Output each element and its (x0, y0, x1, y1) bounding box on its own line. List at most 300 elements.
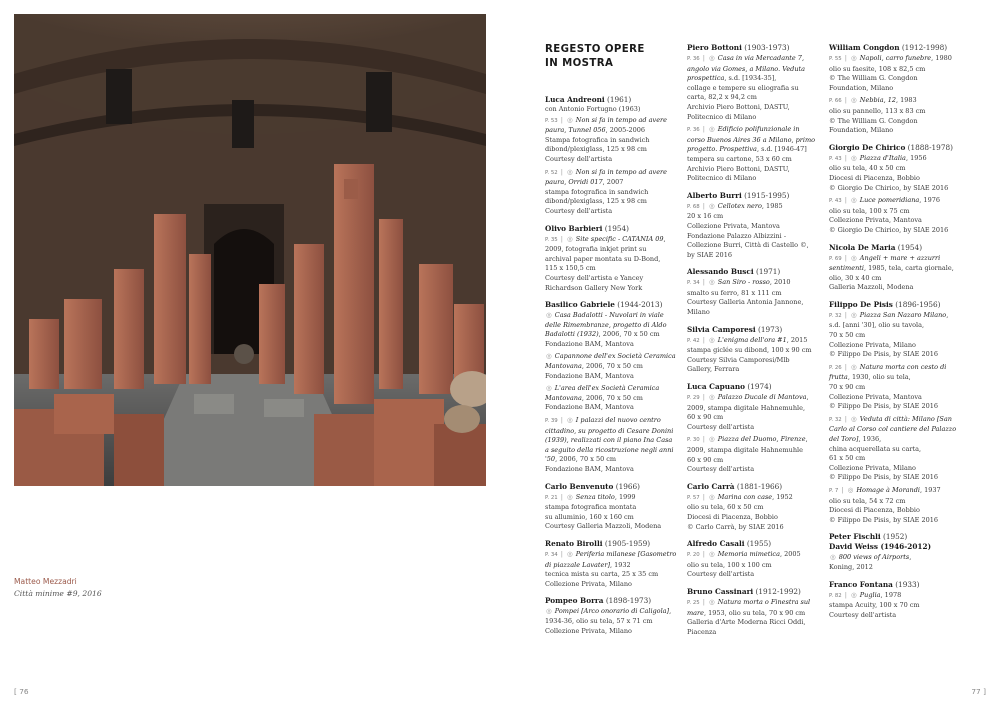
artist-name: Alberto Burri (687, 190, 742, 200)
page-ref: P. 82 (829, 592, 842, 599)
work-detail: , 1953, olio su tela, 70 x 90 cm (704, 608, 806, 617)
page-ref: P. 35 (545, 236, 558, 243)
artist-line (687, 267, 819, 277)
artist-name: Nicola De Maria (829, 242, 896, 252)
catalog-entry (829, 532, 961, 572)
work-detail: , 1999 (614, 492, 636, 501)
separator: | (700, 54, 708, 62)
circled-dot-icon: ◎ (709, 435, 717, 444)
circled-dot-icon: ◎ (709, 550, 717, 559)
circled-dot-icon: ◎ (546, 352, 554, 361)
circled-dot-icon: ◎ (546, 607, 554, 616)
work-detail: 2009, stampa digitale Hahnemuhle, (687, 403, 806, 412)
work-detail: olio su pannello, 113 x 83 cm (829, 106, 926, 115)
photo-caption (14, 577, 102, 602)
artist-name: Luca Capuano (687, 382, 745, 392)
work-detail: Collezione Privata, Mantova (829, 392, 922, 401)
work-title: 800 views of Airports (838, 553, 910, 562)
circled-dot-icon: ◎ (709, 492, 717, 501)
artist-dates: (1888-1978) (907, 142, 953, 152)
work-detail: © Carlo Carrà, by SIAE 2016 (687, 522, 784, 531)
work-detail: Collezione Privata, Milano (545, 579, 632, 588)
circled-dot-icon: ◎ (830, 553, 838, 562)
catalog-entry (829, 243, 961, 293)
work-detail: , s.d. [1946-47] (756, 145, 807, 154)
artist-dates: (1954) (897, 242, 923, 252)
work-detail: , 1978 (880, 590, 902, 599)
work-detail: Collezione Burri, Città di Castello ©, (687, 241, 809, 250)
artist-dates: (1971) (755, 267, 781, 277)
work-detail: Milano (687, 308, 710, 317)
work-detail: Collezione Privata, Mantova (687, 221, 780, 230)
artist-dates: (1973) (758, 324, 783, 334)
work-title: I palazzi del nuovo centro cittadino, su progetto di Cesare Donini (1939), realizzati con il piano Ina Casa a seguito della ricostruzione negli anni '50 (545, 416, 674, 464)
page-ref: P. 29 (687, 395, 700, 402)
separator: | (842, 54, 850, 62)
work-item (545, 550, 677, 589)
work-detail: stampa fotografica in sandwich (545, 187, 649, 196)
circled-dot-icon: ◎ (709, 278, 717, 287)
artist-line (829, 532, 961, 542)
artist-dates: (1944-2013) (617, 300, 663, 310)
artist-line (545, 224, 677, 234)
work-title: Piazza del Duomo, Firenze (717, 435, 806, 444)
work-detail: , 1976 (919, 196, 940, 205)
circled-dot-icon: ◎ (851, 590, 859, 599)
work-detail: © The William G. Congdon (829, 74, 918, 83)
section-title-line: REGESTO OPERE (545, 44, 645, 55)
work-item (687, 278, 819, 317)
circled-dot-icon: ◎ (709, 597, 717, 606)
artist-name: Luca Andreoni (545, 95, 605, 104)
artist-name: Olivo Barbieri (545, 223, 603, 233)
artist-line (545, 95, 677, 105)
work-detail: smalto su ferro, 81 x 111 cm (687, 288, 782, 297)
work-item (829, 54, 961, 93)
circled-dot-icon: ◎ (709, 54, 717, 62)
work-item (829, 553, 961, 572)
work-detail: Fondazione BAM, Mantova (545, 403, 634, 412)
artist-dates: (1961) (606, 95, 632, 104)
work-title: Non si fa in tempo ad avere paura, Orridi 017 (545, 167, 668, 187)
page-ref: P. 52 (545, 169, 558, 176)
artist-dates: (1898-1973) (605, 596, 652, 606)
work-detail: , (806, 393, 809, 402)
work-item (545, 416, 677, 475)
circled-dot-icon: ◎ (847, 485, 856, 494)
separator: | (700, 335, 708, 344)
catalog-entry (829, 300, 961, 525)
work-detail: , 2006, 70 x 50 cm (581, 393, 643, 402)
work-item (829, 254, 961, 293)
separator: | (558, 234, 566, 243)
work-item (545, 116, 677, 165)
work-detail: Galleria d'Arte Moderna Ricci Oddi, (687, 618, 806, 627)
work-title: L'enigma dell'ora #1 (717, 335, 787, 344)
page-ref: P. 39 (545, 418, 558, 425)
artist-line (687, 539, 819, 549)
work-detail: © Filippo De Pisis, by SIAE 2016 (829, 402, 939, 411)
artist-dates: (1955) (746, 539, 772, 549)
work-title: Capannone dell'ex Società Ceramica Mantovana (545, 352, 676, 371)
page-ref: P. 26 (829, 364, 842, 371)
work-title: Luce pomeridiana (859, 196, 920, 205)
work-detail: Archivio Piero Bottoni, DASTU, (687, 102, 790, 111)
work-detail: Courtesy dell'artista (687, 465, 755, 474)
work-detail: dibond/plexiglass, 125 x 98 cm (545, 145, 647, 154)
page-ref: P. 34 (545, 551, 558, 558)
separator: | (842, 590, 850, 599)
work-detail: Galleria Mazzoli, Modena (829, 283, 914, 292)
artist-line (545, 539, 677, 549)
separator: | (700, 125, 708, 134)
work-item (545, 168, 677, 217)
work-detail: , (669, 607, 672, 616)
separator: | (700, 597, 708, 606)
work-title: Homage à Morandi (856, 485, 920, 494)
artist-dates: (1966) (615, 481, 640, 491)
work-detail: olio su tela, 100 x 75 cm (829, 206, 910, 215)
circled-dot-icon: ◎ (851, 414, 859, 423)
work-detail: , 2006, 70 x 50 cm (581, 362, 643, 371)
artist-name: Carlo Benvenuto (545, 481, 614, 491)
artist-name: Renato Birolli (545, 538, 603, 548)
work-detail: , 2010 (769, 278, 791, 287)
catalog-entry (545, 539, 677, 589)
work-detail: Collezione Privata, Milano (829, 340, 916, 349)
artist-name: Filippo De Pisis (829, 299, 893, 309)
separator: | (842, 310, 850, 319)
work-detail: 1934-36, olio su tela, 57 x 71 cm (545, 616, 653, 625)
circled-dot-icon: ◎ (567, 234, 575, 243)
work-detail: 70 x 90 cm (829, 383, 866, 392)
work-detail: s.d. [anni '30], olio su tavola, (829, 321, 925, 330)
separator: | (842, 196, 850, 205)
work-item (687, 435, 819, 474)
page-ref: P. 68 (687, 203, 700, 210)
artist-line (829, 43, 961, 53)
work-item (687, 336, 819, 375)
circled-dot-icon: ◎ (851, 96, 859, 105)
work-detail: , 2009, fotografia inkjet print su (545, 234, 666, 254)
work-detail: Courtesy dell'artista e Yancey (545, 273, 644, 282)
city-miniature-image (14, 14, 486, 486)
work-detail: tempera su cartone, 53 x 60 cm (687, 154, 792, 163)
work-detail: 70 x 50 cm (829, 331, 866, 340)
work-item (829, 415, 961, 483)
artist-name: Alfredo Casali (687, 539, 745, 549)
artist-name: Basilico Gabriele (545, 300, 615, 310)
page-ref: P. 43 (829, 198, 842, 205)
artist-dates: (1881-1966) (736, 481, 783, 491)
work-item (545, 493, 677, 532)
artist-line (545, 300, 677, 310)
work-item (687, 125, 819, 184)
artist-name: Bruno Cassinari (687, 586, 754, 596)
page-ref: P. 25 (687, 599, 700, 606)
work-detail: 20 x 16 cm (687, 212, 724, 221)
artist-dates: (1915-1995) (744, 190, 790, 200)
separator: | (700, 550, 708, 559)
artist-name: Alessando Busci (687, 267, 754, 277)
work-detail: Piacenza (687, 627, 717, 636)
work-detail: , 2005-2006 (605, 126, 646, 135)
circled-dot-icon: ◎ (851, 253, 859, 262)
work-detail: , (946, 310, 949, 319)
work-detail: Gallery, Ferrara (687, 365, 740, 374)
work-detail: © Giorgio De Chirico, by SIAE 2016 (829, 183, 949, 192)
page-ref: P. 43 (829, 155, 842, 162)
work-detail: Courtesy dell'artista (829, 610, 897, 619)
circled-dot-icon: ◎ (567, 115, 575, 124)
work-detail: Foundation, Milano (829, 126, 894, 135)
work-title: Natura morta con cesto di frutta (829, 362, 947, 382)
catalog-entry (687, 482, 819, 532)
catalog-entry (687, 325, 819, 375)
circled-dot-icon: ◎ (851, 310, 859, 319)
separator: | (700, 435, 708, 444)
work-title: San Siro - rosso (717, 278, 770, 287)
artist-line (687, 382, 819, 392)
work-item (687, 54, 819, 122)
page-ref: P. 34 (687, 280, 700, 287)
work-item (687, 493, 819, 532)
catalog-entry (687, 43, 819, 184)
circled-dot-icon: ◎ (709, 125, 717, 134)
work-title: Veduta di città: Milano [San Carlo al Corso col cantiere del Palazzo del Toro] (829, 414, 957, 443)
circled-dot-icon: ◎ (851, 362, 859, 371)
separator: | (558, 549, 566, 558)
work-title: L'area dell'ex Società Ceramica Mantovana (545, 384, 660, 402)
work-item (545, 311, 677, 349)
circled-dot-icon: ◎ (851, 153, 859, 162)
catalog-entry (687, 539, 819, 580)
work-detail: Diocesi di Piacenza, Bobbio (829, 173, 920, 182)
work-detail: Fondazione BAM, Mantova (545, 371, 634, 380)
artist-dates: (1912-1992) (755, 586, 801, 596)
catalog-entry (545, 224, 677, 294)
work-title: Non si fa in tempo ad avere paura, Tunnel 056 (545, 115, 668, 135)
artist-line (545, 596, 677, 606)
work-detail: Archivio Piero Bottoni, DASTU, (687, 164, 790, 173)
work-detail: Politecnico di Milano (687, 174, 757, 183)
work-detail: , 1980 (931, 54, 952, 62)
work-item (829, 591, 961, 621)
work-detail: china acquerellata su carta, (829, 444, 922, 453)
circled-dot-icon: ◎ (709, 335, 717, 344)
work-detail: 2009, stampa digitale Hahnemuhle (687, 446, 803, 454)
work-detail: su alluminio, 160 x 160 cm (545, 512, 634, 521)
artist-line (687, 43, 819, 53)
work-title: Puglia (859, 590, 881, 599)
work-detail: tecnica mista su carta, 25 x 35 cm (545, 570, 659, 579)
page-ref: P. 53 (545, 117, 558, 124)
separator: | (700, 278, 708, 287)
catalog-entry (829, 580, 961, 621)
work-detail: stampa fotografica montata (545, 503, 637, 512)
work-item (829, 96, 961, 135)
artist-name: Piero Bottoni (687, 43, 742, 52)
circled-dot-icon: ◎ (546, 311, 554, 320)
work-detail: by SIAE 2016 (687, 250, 732, 259)
separator: | (700, 201, 708, 210)
artist-line (829, 143, 961, 153)
separator: | (842, 253, 850, 262)
work-detail: , (909, 553, 912, 562)
artist-name: Silvia Camporesi (687, 324, 756, 334)
work-title: Palazzo Ducale di Mantova (717, 393, 807, 402)
page-ref: P. 7 (829, 487, 839, 494)
work-detail: stampa giclée su dibond, 100 x 90 cm (687, 346, 812, 355)
separator: | (842, 362, 850, 371)
work-detail: Fondazione Palazzo Albizzini - (687, 231, 787, 240)
work-detail: Richardson Gallery New York (545, 283, 643, 292)
artist-line (829, 580, 961, 590)
circled-dot-icon: ◎ (567, 549, 575, 558)
catalog-entry (545, 596, 677, 636)
artist-note: con Antonio Fortugno (1963) (545, 105, 641, 113)
artist-name: Carlo Carrà (687, 481, 735, 491)
circled-dot-icon: ◎ (851, 196, 859, 205)
page-ref: P. 36 (687, 56, 700, 62)
work-item (829, 196, 961, 235)
work-title: Periferia milanese [Gasometro di piazzale Lavater] (545, 549, 677, 569)
work-detail: olio su tela, 100 x 100 cm (687, 560, 772, 569)
circled-dot-icon: ◎ (567, 167, 575, 176)
page-ref: P. 30 (687, 437, 700, 444)
work-detail: carta, 82,2 x 94,2 cm (687, 93, 757, 102)
artist-name: Giorgio De Chirico (829, 142, 906, 152)
work-detail: , 2006, 70 x 50 cm (598, 330, 660, 339)
work-detail: Courtesy Galleria Mazzoli, Modena (545, 522, 662, 531)
artist-name: Pompeo Borra (545, 596, 604, 606)
work-item (545, 235, 677, 294)
work-title: Napoli, carro funebre (859, 54, 932, 62)
separator: | (842, 414, 850, 423)
page-number-left: [ 76 (14, 687, 29, 696)
work-detail: Courtesy Galleria Antonia Jannone, (687, 298, 804, 307)
work-detail: Koning, 2012 (829, 562, 873, 571)
work-detail: stampa Acuity, 100 x 70 cm (829, 601, 920, 610)
work-detail: olio su tela, 54 x 72 cm (829, 496, 906, 505)
artwork-photo (14, 14, 486, 486)
separator: | (558, 416, 566, 425)
circled-dot-icon: ◎ (851, 54, 859, 62)
work-detail: , (805, 435, 808, 444)
work-detail: , 1930, olio su tela, (847, 373, 911, 382)
artist-name: Franco Fontana (829, 579, 893, 589)
artist-line (829, 300, 961, 310)
work-detail: , 1952 (772, 492, 793, 501)
work-title: Marina con case (717, 492, 773, 501)
work-item (545, 352, 677, 381)
work-detail: © Filippo De Pisis, by SIAE 2016 (829, 350, 939, 359)
work-detail: © Filippo De Pisis, by SIAE 2016 (829, 473, 939, 482)
work-item (829, 363, 961, 412)
work-detail: 60 x 90 cm (687, 413, 724, 422)
work-detail: © Giorgio De Chirico, by SIAE 2016 (829, 225, 949, 234)
work-detail: Courtesy dell'artista (545, 154, 613, 163)
work-detail: olio su faesite, 108 x 82,5 cm (829, 64, 926, 73)
page-ref: P. 21 (545, 494, 558, 501)
work-item (545, 607, 677, 636)
work-detail: , 1956 (905, 153, 927, 162)
work-detail: , s.d. [1934-35], (724, 74, 777, 83)
page-ref: P. 32 (829, 312, 842, 319)
work-item (687, 202, 819, 261)
artist-line (545, 482, 677, 492)
work-detail: Stampa fotografica in sandwich (545, 135, 650, 144)
work-title: Pompei [Arco onorario di Caligola] (554, 607, 670, 616)
artist-dates: (1903-1973) (744, 43, 790, 52)
page-ref: P. 42 (687, 337, 700, 344)
page-ref: P. 20 (687, 552, 700, 559)
page-ref: P. 55 (829, 56, 842, 62)
catalog-entry (545, 482, 677, 532)
work-detail: olio su tela, 40 x 50 cm (829, 164, 906, 173)
page-ref: P. 32 (829, 416, 842, 423)
work-detail: © The William G. Congdon (829, 116, 918, 125)
work-item (687, 598, 819, 637)
section-title (545, 43, 675, 71)
work-detail: Courtesy Silvia Camporesi/Mlb (687, 355, 790, 364)
work-title: Piazza San Nazaro Milano (859, 310, 947, 319)
work-item (829, 311, 961, 360)
work-detail: Collezione Privata, Mantova (829, 216, 922, 225)
artist-name: Peter Fischli (829, 532, 881, 542)
work-detail: , 2015 (786, 335, 808, 344)
catalog-entry (687, 191, 819, 261)
work-detail: , 1985 (761, 201, 783, 210)
artist-dates: (1933) (895, 579, 920, 589)
work-item (687, 393, 819, 432)
work-title: Natura morta o Finestra sul mare (687, 597, 811, 617)
artist-dates: (1954) (604, 223, 630, 233)
circled-dot-icon: ◎ (709, 393, 717, 402)
artist-dates: (1905-1959) (604, 538, 651, 548)
separator: | (839, 485, 846, 494)
work-detail: Collezione Privata, Milano (545, 626, 632, 635)
separator: | (842, 96, 850, 105)
catalog-column-1 (545, 95, 677, 643)
artist-line (687, 482, 819, 492)
separator: | (558, 115, 566, 124)
work-title: Piazza d'Italia (859, 153, 906, 162)
work-item (829, 154, 961, 193)
catalog-entry (545, 95, 677, 217)
artist-dates: (1912-1998) (901, 43, 948, 52)
work-detail: Diocesi di Piacenza, Bobbio (829, 506, 920, 515)
work-title: Casa Badalotti - Nuvolari in viale delle Rimembranze, progetto di Aldo Badalotti (1932) (545, 311, 667, 339)
work-detail: Courtesy dell'artista (545, 206, 613, 215)
catalog-entry (829, 143, 961, 236)
work-title: Senza titolo (575, 492, 615, 501)
section-title-line: IN MOSTRA (545, 58, 614, 69)
work-detail: 60 x 90 cm (687, 455, 724, 464)
work-detail: 61 x 50 cm (829, 454, 866, 463)
work-detail: , 1936, (858, 435, 882, 443)
work-title: Angeli + mare + azzurri sentimenti (829, 253, 941, 273)
artist-line (687, 325, 819, 335)
circled-dot-icon: ◎ (709, 201, 717, 210)
work-detail: , 1983 (896, 96, 917, 105)
work-detail: Collezione Privata, Milano (829, 463, 916, 472)
page-ref: P. 69 (829, 255, 842, 262)
work-detail: olio, 30 x 40 cm (829, 273, 882, 282)
work-item (545, 384, 677, 413)
artist-note: David Weiss (1946-2012) (829, 542, 932, 552)
artist-line (687, 191, 819, 201)
